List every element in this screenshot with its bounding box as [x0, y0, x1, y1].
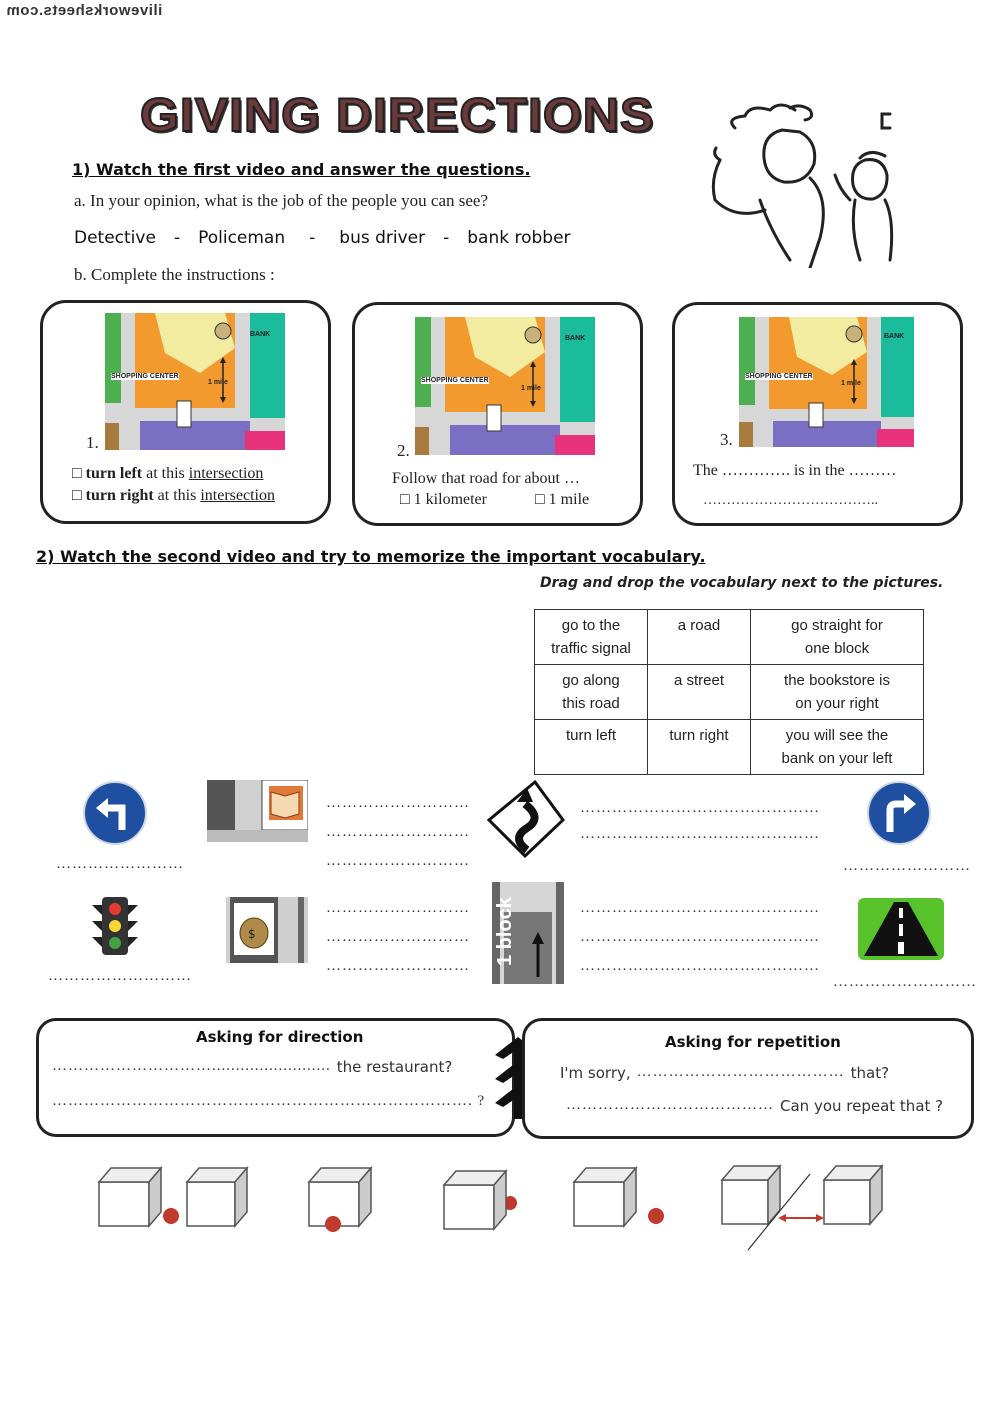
- map-label-bank: BANK: [884, 333, 905, 340]
- line-text: I'm sorry,: [560, 1064, 631, 1082]
- answer-line[interactable]: ………………………………………: [580, 929, 820, 945]
- vocab-line: on your right: [795, 695, 879, 712]
- map-label-shopping: SHOPPING CENTER: [421, 377, 489, 384]
- answer-line[interactable]: ………………………: [326, 900, 470, 916]
- next-to-cube-icon: [95, 1162, 255, 1232]
- vocab-line: turn left: [565, 727, 617, 744]
- blank-dots[interactable]: …………………………………: [566, 1097, 774, 1113]
- vocabulary-table: [534, 609, 924, 775]
- answer-line[interactable]: ………………………………………: [580, 900, 820, 916]
- question-b: b. Complete the instructions :: [74, 265, 275, 284]
- asking-direction-line2[interactable]: ……………………………………………………………………. ?: [52, 1093, 486, 1109]
- vocab-card[interactable]: [648, 720, 751, 775]
- vocab-line: go along: [562, 672, 620, 689]
- option-text: 1 mile: [548, 491, 590, 508]
- road-sign-icon: [858, 898, 944, 960]
- page-title: GIVING DIRECTIONS: [140, 88, 655, 142]
- vocab-line: go straight for: [791, 617, 883, 634]
- panel-number: 2.: [397, 441, 410, 460]
- panel-3-text: The …………. is in the ………: [693, 462, 897, 479]
- checkbox-icon[interactable]: □: [72, 487, 82, 504]
- vocab-card[interactable]: [648, 610, 751, 665]
- answer-line[interactable]: ………………………: [326, 853, 470, 869]
- panel-3-answer-line[interactable]: ………………………………..: [703, 493, 878, 508]
- job-bank-robber: bank robber: [467, 228, 571, 248]
- map-label-mile: 1 mile: [208, 379, 228, 386]
- city-map-1: [105, 313, 285, 450]
- option-kilometer[interactable]: [400, 491, 487, 509]
- traffic-light-icon: [88, 895, 142, 957]
- job-bus-driver: bus driver: [339, 228, 426, 248]
- answer-line[interactable]: ………………………: [48, 968, 192, 984]
- vocab-card[interactable]: [535, 665, 648, 720]
- table-row: [535, 610, 924, 665]
- asking-direction-title: Asking for direction: [196, 1028, 364, 1046]
- answer-line[interactable]: ………………………: [833, 974, 977, 990]
- table-row: [535, 720, 924, 775]
- panel-number: 3.: [720, 430, 733, 449]
- vocab-line: go to the: [561, 617, 621, 634]
- svg-text:$: $: [248, 927, 256, 941]
- across-from-cube-icon: [718, 1160, 890, 1252]
- job-separator: -: [309, 228, 316, 248]
- answer-line[interactable]: ………………………: [326, 929, 470, 945]
- line-text: the restaurant?: [336, 1058, 453, 1076]
- vocab-card[interactable]: [648, 665, 751, 720]
- winding-road-sign-icon: [485, 780, 565, 858]
- asking-repetition-line1[interactable]: [560, 1064, 889, 1082]
- vocab-line: you will see the: [785, 727, 889, 744]
- asking-repetition-title: Asking for repetition: [665, 1033, 841, 1051]
- map-label-mile: 1 mile: [521, 385, 541, 392]
- bookstore-on-right-icon: [207, 780, 308, 842]
- option-underlined: intersection: [200, 487, 275, 504]
- table-row: [535, 665, 924, 720]
- map-label-bank: BANK: [250, 331, 271, 338]
- vocab-line: this road: [562, 695, 620, 712]
- option-text: at this: [153, 487, 201, 504]
- asking-direction-line1[interactable]: [52, 1058, 472, 1076]
- panel-2-text: Follow that road for about …: [392, 470, 580, 487]
- answer-line[interactable]: ………………………: [326, 795, 470, 811]
- answer-line-turn-left[interactable]: ……………………: [56, 856, 184, 872]
- map-label-mile: 1 mile: [841, 380, 861, 387]
- map-label-shopping: SHOPPING CENTER: [745, 373, 813, 380]
- job-policeman: Policeman: [198, 228, 286, 248]
- asking-repetition-line2[interactable]: [566, 1097, 943, 1115]
- option-turn-left[interactable]: [72, 465, 263, 483]
- vocab-card[interactable]: [751, 665, 924, 720]
- panel-number: 1.: [86, 433, 99, 452]
- turn-right-sign-icon: [866, 780, 932, 846]
- question-a: a. In your opinion, what is the job of the people you can see?: [74, 191, 489, 210]
- answer-line-turn-right[interactable]: ……………………: [843, 858, 971, 874]
- map-label-bank: BANK: [565, 335, 586, 342]
- behind-cube-icon: [440, 1165, 520, 1235]
- vocab-line: bank on your left: [781, 750, 893, 767]
- blank-dots[interactable]: …………………………………: [636, 1064, 845, 1080]
- answer-line[interactable]: ………………………………………: [580, 800, 820, 816]
- answer-line[interactable]: ………………………………………: [580, 826, 820, 842]
- watermark: iliveworksheets.com: [6, 2, 163, 19]
- option-mile[interactable]: [535, 491, 589, 509]
- checkbox-icon[interactable]: □: [400, 491, 410, 508]
- one-block-label: 1 block: [494, 897, 516, 966]
- answer-line[interactable]: ………………………: [326, 958, 470, 974]
- vocab-card[interactable]: [751, 720, 924, 775]
- city-map-2: [415, 317, 595, 455]
- option-underlined: intersection: [188, 465, 264, 482]
- line-text: that?: [850, 1064, 890, 1082]
- job-separator: -: [443, 228, 450, 248]
- vocab-card[interactable]: [535, 610, 648, 665]
- section1-heading: 1) Watch the first video and answer the questions.: [72, 160, 531, 179]
- option-text: at this: [142, 465, 189, 482]
- blank-dots[interactable]: ………………………….........................: [52, 1058, 331, 1074]
- option-turn-right[interactable]: [72, 487, 275, 505]
- vocab-line: a street: [673, 672, 725, 689]
- option-bold: turn right: [85, 487, 154, 504]
- beside-cube-icon: [570, 1162, 670, 1232]
- vocab-line: the bookstore is: [784, 672, 890, 689]
- answer-line[interactable]: ………………………………………: [580, 958, 820, 974]
- vocab-line: a road: [677, 617, 721, 634]
- checkbox-icon[interactable]: □: [72, 465, 82, 482]
- answer-line[interactable]: ………………………: [326, 824, 470, 840]
- job-separator: -: [173, 228, 181, 248]
- vocab-card[interactable]: [535, 720, 648, 775]
- option-text: 1 kilometer: [413, 491, 487, 508]
- vocab-line: turn right: [669, 727, 729, 744]
- section2-heading: 2) Watch the second video and try to memorize the important vocabulary.: [36, 547, 706, 566]
- vocab-line: one block: [804, 640, 870, 657]
- vocab-line: traffic signal: [551, 640, 631, 657]
- bank-on-left-icon: [226, 897, 308, 963]
- option-bold: turn left: [85, 465, 143, 482]
- drag-instruction: Drag and drop the vocabulary next to the pictures.: [540, 575, 944, 591]
- city-map-3: [739, 317, 914, 447]
- vocab-card[interactable]: [751, 610, 924, 665]
- checkbox-icon[interactable]: □: [535, 491, 545, 508]
- line-text: Can you repeat that ?: [780, 1097, 944, 1115]
- jobs-list: [74, 228, 571, 248]
- in-front-of-cube-icon: [305, 1162, 385, 1234]
- job-detective: Detective: [74, 228, 156, 248]
- map-label-shopping: SHOPPING CENTER: [111, 373, 179, 380]
- cartoon-detectives-illustration: [700, 100, 920, 268]
- turn-left-sign-icon: [82, 780, 148, 846]
